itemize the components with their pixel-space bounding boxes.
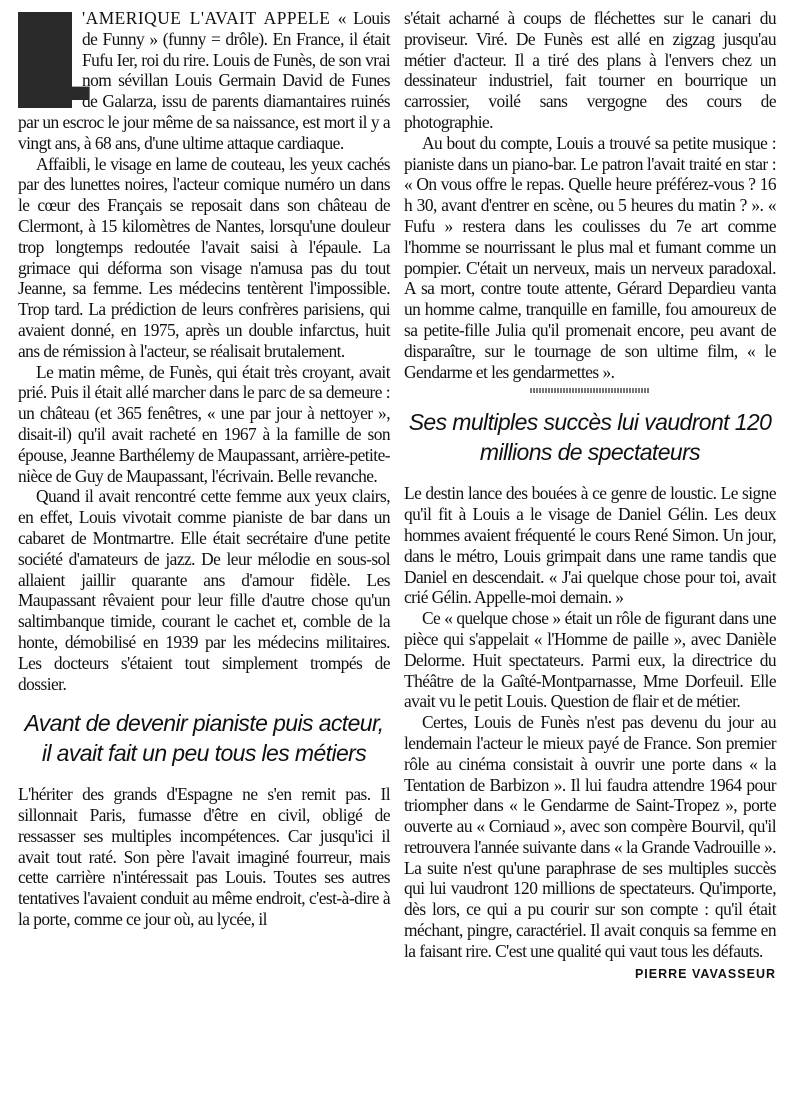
lead-text: « Louis de Funny » (funny = drôle). En France, il était Fufu Ier, roi du rire. Louis de Funès, de son vrai nom sévillan Louis Germain David de Funes de Galarza, issu de parents diamantaires ruinés par un escroc le jour même de sa naissance, est mort il y a vingt ans, à 68 ans, d'une ultime attaque cardiaque. [18, 8, 390, 153]
article-paragraph: Le matin même, de Funès, qui était très croyant, avait prié. Puis il était allé marcher dans le parc de sa demeure : un château (et 365 fenêtres, « une par jour à nettoyer », disait-il) qu'il avait racheté en 1967 à la famille de son épouse, Jeanne Barthélemy de Maupassant, arrière-petite-nièce de Guy de Maupassant, l'écrivain. Belle revanche. [18, 361, 390, 486]
article-paragraph: L'hériter des grands d'Espagne ne s'en remit pas. Il sillonnait Paris, fumasse d'être en civil, obligé de ressasser ses multiples incompétences. Car jusqu'ici il avait tout raté. Son père l'avait imaginé fourreur, mais cette carrière n'intéressait pas Louis. Toutes ses autres tentatives l'avaient conduit au même endroit, c'est-à-dire à la porte, comme ce jour où, au lycée, il [18, 784, 390, 930]
section-divider [530, 388, 650, 393]
left-column [18, 0, 390, 930]
article-paragraph: Affaibli, le visage en lame de couteau, les yeux cachés par des lunettes noires, l'acteur comique numéro un dans le cœur des Français se reposait dans son château de Clermont, à 15 kilomètres de Nantes, lorsqu'une douleur trop longtemps redoutée l'avait saisi à l'épaule. La grimace qui déforma son visage n'amusa pas du tout Jeanne, sa femme. Les médecins tentèrent l'impossible. Trop tard. La prédiction de leurs confrères parisiens, qui avaient donné, en 1975, après un double infarctus, huit ans de rémission à l'acteur, se réalisait brutalement. [18, 153, 390, 361]
article-paragraph: Au bout du compte, Louis a trouvé sa petite musique : pianiste dans un piano-bar. Le patron l'avait traité en star : « On vous offre le repas. Quelle heure préférez-vous ? 16 h 30, avant d'entrer en scène, ou 5 heures du matin ? ». « Fufu » restera dans les coulisses du 7e art comme l'homme se nourrissant le plus mal et fumant comme un pompier. C'était un nerveux, mais un nerveux paradoxal. A sa mort, contre toute attente, Gérard Depardieu vanta un homme calme, tranquille en famille, fou amoureux de sa petite-fille Julia qu'il promenait encore, peu avant de disparaître, sur le tournage de son ultime film, « le Gendarme et les gendarmettes ». [404, 132, 776, 382]
subheading: Ses multiples succès lui vaudront 120 millions de spectateurs [408, 409, 772, 466]
article-paragraph: s'était acharné à coups de fléchettes sur le canari du proviseur. Viré. De Funès est allé en zigzag jusqu'au métier d'acteur. Il a tiré des plans à l'envers chez un dessinateur industriel, fait tourner en bourrique un carrossier, voilé sans vergogne des cours de photographie. [404, 8, 776, 132]
right-column [404, 8, 776, 984]
article-paragraph: Certes, Louis de Funès n'est pas devenu du jour au lendemain l'acteur le mieux payé de France. Son premier rôle au cinéma consistait à ouvrir une porte dans « la Tentation de Barbizon ». Il lui faudra attendre 1964 pour triompher dans « le Gendarme de Saint-Tropez », porte ouverte au « Corniaud », avec son compère Bourvil, qu'il retrouvera l'année suivante dans « la Grande Vadrouille ». La suite n'est qu'une paraphrase de ses multiples succès qui lui vaudront 120 millions de spectateurs. Qu'importe, dès lors, ce qui a pu courir sur son compte : qu'il était méchant, pingre, caractériel. Il avait conquis sa femme en la faisant rire. C'est une qualité qui vaut tous les défauts. [404, 712, 776, 961]
author-signature: PIERRE VAVASSEUR [634, 966, 776, 981]
drop-cap-letter: L [20, 0, 93, 126]
subheading: Avant de devenir pianiste puis acteur, il avait fait un peu tous les métiers [24, 710, 384, 767]
article-paragraph: Quand il avait rencontré cette femme aux yeux clairs, en effet, Louis vivotait comme pianiste de bar dans un cabaret de Montmartre. Elle était secrétaire d'une petite société d'amateurs de jazz. De leur mélodie en sous-sol allaient jaillir quarante ans d'amour fidèle. Les Maupassant rêvaient pour leur fille d'autre chose qu'un saltimbanque timide, courant le cachet et, comble de la honte, démobilisé en 1939 par les médecins militaires. Les docteurs s'étaient tout simplement trompés de dossier. [18, 486, 390, 694]
article-paragraph: Le destin lance des bouées à ce genre de loustic. Le signe qu'il fit à Louis a le visage de Daniel Gélin. Les deux hommes avaient fréquenté le cours René Simon. Un jour, dans le métro, Louis grimpait dans une rame tandis que Daniel en descendait. « J'ai quelque chose pour toi, avait crié Gélin. Appelle-moi demain. » [404, 483, 776, 608]
lead-caps: 'AMERIQUE L'AVAIT APPELE [82, 8, 331, 28]
drop-cap-block [18, 0, 93, 126]
article-paragraph: Ce « quelque chose » était un rôle de figurant dans une pièce qui s'appelait « l'Homme de paille », avec Danièle Delorme. Huit spectateurs. Parmi eux, la directrice du Théâtre de la Gaîté-Montparnasse, Mme Dorfeuil. Elle avait vu le petit Louis. Question de flair et de métier. [404, 608, 776, 712]
